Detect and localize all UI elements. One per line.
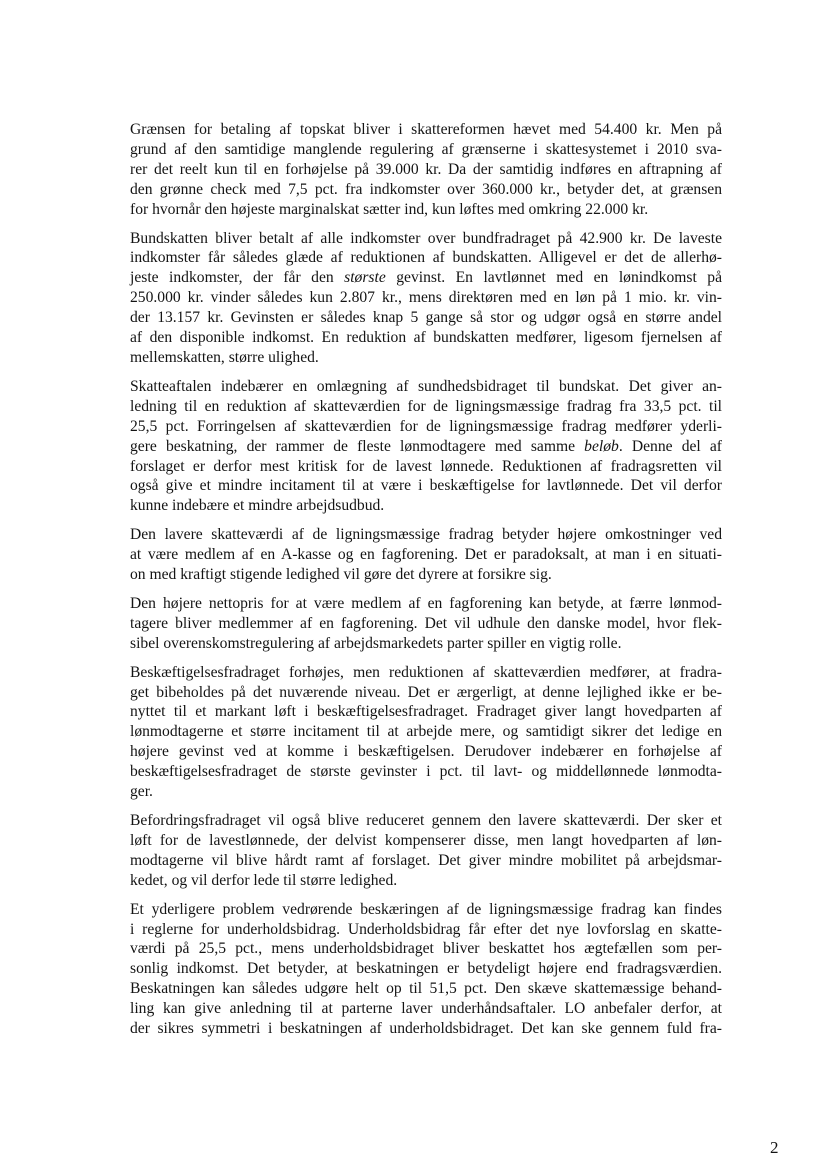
text-segment: for hvornår den højeste marginalskat sætter ind, kun løftes med omkring 22.000 kr. bbox=[130, 200, 649, 218]
text-line bbox=[130, 871, 722, 891]
paragraph bbox=[130, 811, 722, 891]
text-segment: af den disponible indkomst. En reduktion af bundskatten medfører, ligesom fjernelsen af bbox=[130, 329, 722, 347]
text-line bbox=[130, 328, 722, 348]
text-line bbox=[130, 476, 722, 496]
text-segment: get bibeholdes på det nuværende niveau. Det er ærgerligt, at denne lejlighed ikke er be- bbox=[130, 683, 722, 701]
paragraph bbox=[130, 900, 722, 1039]
text-line bbox=[130, 782, 722, 802]
text-line bbox=[130, 200, 722, 220]
text-line bbox=[130, 348, 722, 368]
text-line bbox=[130, 702, 722, 722]
text-segment: ling kan give anledning til at parterne laver underhåndsaftaler. LO anbefaler derfor, at bbox=[130, 1000, 722, 1018]
paragraph bbox=[130, 120, 722, 220]
emphasized-text: beløb bbox=[584, 437, 619, 455]
body-text bbox=[130, 120, 722, 1048]
text-segment: Den lavere skatteværdi af de ligningsmæssige fradrag betyder højere omkostninger ved bbox=[130, 526, 722, 544]
text-segment: Grænsen for betaling af topskat bliver i skattereformen hævet med 54.400 kr. Men på bbox=[130, 121, 722, 138]
text-line bbox=[130, 308, 722, 328]
text-line bbox=[130, 229, 722, 249]
text-line bbox=[130, 900, 722, 920]
text-segment: rer det reelt kun til en forhøjelse på 39.000 kr. Da der samtidig indføres en aftrapning af bbox=[130, 160, 722, 178]
text-segment: Den højere nettopris for at være medlem af en fagforening kan betyde, at færre lønmod- bbox=[130, 594, 722, 612]
text-segment: sibel overenskomstregulering af arbejdsmarkedets parter spiller en vigtig rolle. bbox=[130, 634, 622, 652]
text-line bbox=[130, 288, 722, 308]
text-segment: kedet, og vil derfor lede til større ledighed. bbox=[130, 871, 398, 889]
text-line bbox=[130, 722, 722, 742]
page-number: 2 bbox=[770, 1138, 779, 1157]
text-line bbox=[130, 959, 722, 979]
text-line bbox=[130, 120, 722, 140]
text-line bbox=[130, 160, 722, 180]
paragraph bbox=[130, 594, 722, 654]
text-line bbox=[130, 634, 722, 654]
text-segment: 250.000 kr. vinder således kun 2.807 kr., mens direktøren med en løn på 1 mio. kr. vin- bbox=[130, 289, 722, 307]
text-segment: også give et mindre incitament til at være i beskæftigelse for lavtlønnede. Det vil derfor bbox=[130, 477, 722, 495]
paragraph bbox=[130, 663, 722, 802]
text-line bbox=[130, 594, 722, 614]
text-segment: Beskæftigelsesfradraget forhøjes, men reduktionen af skatteværdien medfører, at fradra- bbox=[130, 663, 722, 681]
paragraph bbox=[130, 525, 722, 585]
text-segment: at være medlem af en A-kasse og en fagforening. Det er paradoksalt, at man i en situati- bbox=[130, 546, 722, 564]
text-segment: i reglerne for underholdsbidrag. Underholdsbidrag får efter det nye lovforslag en skatte- bbox=[130, 920, 722, 938]
text-segment: gere beskatning, der rammer de fleste lønmodtagere med samme bbox=[130, 437, 585, 455]
text-segment: værdi på 25,5 pct., mens underholdsbidraget bliver beskattet hos ægtefællen som per- bbox=[130, 940, 722, 958]
text-segment: modtagerne vil blive hårdt ramt af forslaget. Det giver mindre mobilitet på arbejdsmar- bbox=[130, 851, 722, 869]
text-segment: lønmodtagerne et større incitament til at arbejde mere, og samtidigt sikrer det ledige en bbox=[130, 723, 722, 741]
text-line bbox=[130, 140, 722, 160]
text-segment: ger. bbox=[130, 783, 153, 801]
text-line bbox=[130, 614, 722, 634]
text-segment: . Denne del af bbox=[618, 437, 722, 455]
text-line bbox=[130, 457, 722, 477]
paragraph bbox=[130, 229, 722, 368]
text-segment: højere gevinst ved at komme i beskæftigelsen. Derudover indebærer en forhøjelse af bbox=[130, 743, 722, 761]
text-line bbox=[130, 525, 722, 545]
text-segment: grund af den samtidige manglende regulering af grænserne i skattesystemet i 2010 sva- bbox=[130, 140, 722, 158]
text-line bbox=[130, 565, 722, 585]
text-segment: der 13.157 kr. Gevinsten er således knap 5 gange så stor og udgør også en større andel bbox=[130, 309, 722, 327]
text-line bbox=[130, 248, 722, 268]
text-segment: Beskatningen kan således udgøre helt op til 51,5 pct. Den skæve skattemæssige behand- bbox=[130, 980, 722, 998]
text-line bbox=[130, 939, 722, 959]
text-line bbox=[130, 1019, 722, 1039]
text-segment: tagere bliver medlemmer af en fagforening. Det vil udhule den danske model, hvor flek- bbox=[130, 614, 722, 632]
emphasized-text: største bbox=[344, 269, 386, 287]
text-line bbox=[130, 851, 722, 871]
text-line bbox=[130, 742, 722, 762]
text-line bbox=[130, 437, 722, 457]
text-segment: forslaget er derfor mest kritisk for de lavest lønnede. Reduktionen af fradragsretten vil bbox=[130, 457, 722, 475]
text-line bbox=[130, 811, 722, 831]
text-line bbox=[130, 545, 722, 565]
text-line bbox=[130, 417, 722, 437]
text-segment: kunne indebære et mindre arbejdsudbud. bbox=[130, 497, 385, 515]
text-line bbox=[130, 762, 722, 782]
text-line bbox=[130, 377, 722, 397]
text-segment: den grønne check med 7,5 pct. fra indkomster over 360.000 kr., betyder det, at grænsen bbox=[130, 180, 722, 198]
text-segment: Befordringsfradraget vil også blive reduceret gennem den lavere skatteværdi. Der sker et bbox=[130, 812, 722, 829]
text-line bbox=[130, 180, 722, 200]
text-segment: sonlig indkomst. Det betyder, at beskatningen er betydeligt højere end fradragsværdien. bbox=[130, 960, 722, 978]
text-segment: 25,5 pct. Forringelsen af skatteværdien for de ligningsmæssige fradrag medfører yderli- bbox=[130, 417, 722, 435]
text-segment: nyttet til et markant løft i beskæftigelsesfradraget. Fradraget giver langt hovedparten af bbox=[130, 703, 722, 721]
text-segment: gevinst. En lavtlønnet med en lønindkomst på bbox=[385, 269, 722, 287]
text-segment: Bundskatten bliver betalt af alle indkomster over bundfradraget på 42.900 kr. De laveste bbox=[130, 229, 722, 247]
text-line bbox=[130, 496, 722, 516]
text-segment: beskæftigelsesfradraget de største gevinster i pct. til lavt- og middellønnede lønmodta- bbox=[130, 763, 722, 781]
text-segment: on med kraftigt stigende ledighed vil gøre det dyrere at forsikre sig. bbox=[130, 566, 552, 584]
text-line bbox=[130, 683, 722, 703]
text-line bbox=[130, 268, 722, 288]
text-segment: Et yderligere problem vedrørende beskæringen af de ligningsmæssige fradrag kan findes bbox=[130, 900, 722, 918]
text-segment: mellemskatten, større ulighed. bbox=[130, 348, 319, 366]
text-segment: Skatteaftalen indebærer en omlægning af sundhedsbidraget til bundskat. Det giver an- bbox=[130, 377, 722, 395]
text-segment: indkomster får således glæde af reduktionen af bundskatten. Alligevel er det de allerhø- bbox=[130, 249, 722, 267]
text-line bbox=[130, 663, 722, 683]
paragraph bbox=[130, 377, 722, 516]
text-line bbox=[130, 979, 722, 999]
text-line bbox=[130, 999, 722, 1019]
text-segment: løft for de lavestlønnede, der delvist kompenserer disse, men langt hovedparten af løn- bbox=[130, 831, 722, 849]
text-segment: ledning til en reduktion af skatteværdien for de ligningsmæssige fradrag fra 33,5 pct. til bbox=[130, 397, 722, 415]
text-segment: der sikres symmetri i beskatningen af underholdsbidraget. Det kan ske gennem fuld fra- bbox=[130, 1020, 722, 1038]
text-segment: jeste indkomster, der får den bbox=[130, 269, 345, 287]
text-line bbox=[130, 397, 722, 417]
text-line bbox=[130, 831, 722, 851]
text-line bbox=[130, 920, 722, 940]
